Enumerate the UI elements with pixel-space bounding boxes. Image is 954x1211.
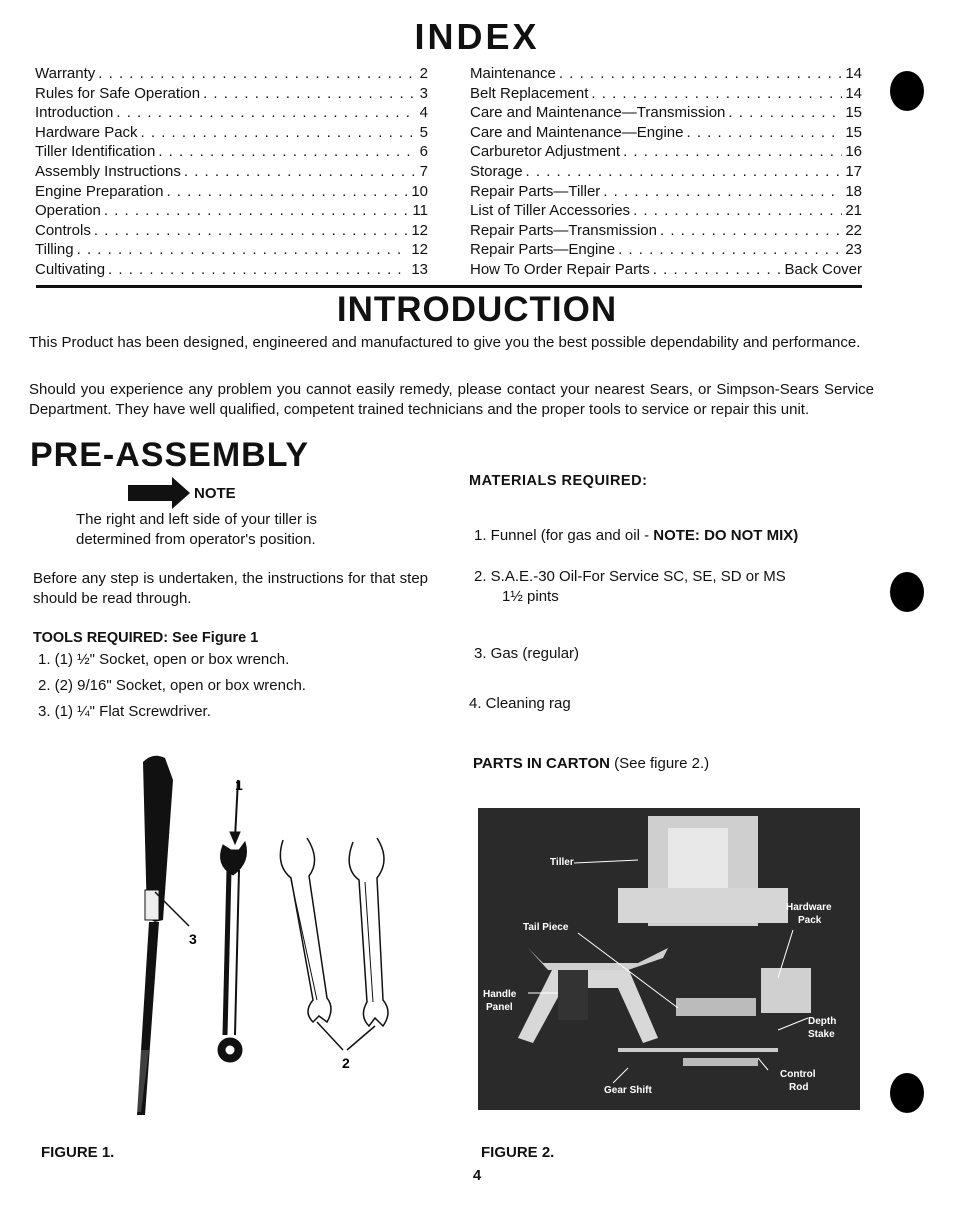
note-text: The right and left side of your tiller is determined from operator's position. <box>76 511 317 548</box>
fig2-label-gear-shift: Gear Shift <box>604 1085 652 1096</box>
index-entry-label: Maintenance <box>470 65 556 82</box>
index-entry <box>470 240 862 260</box>
index-entry <box>470 182 862 202</box>
index-entry-leader <box>686 123 842 143</box>
index-entry <box>35 162 428 182</box>
material-item-2-line-1: 2. S.A.E.-30 Oil-For Service SC, SE, SD or MS <box>474 568 786 585</box>
binder-hole-mark <box>890 71 924 111</box>
index-entry-label: Operation <box>35 202 101 220</box>
figure-2-parts-photo <box>478 808 860 1110</box>
index-entry <box>470 221 862 241</box>
index-entry-leader <box>633 201 842 221</box>
index-entry-page: 23 <box>845 241 862 259</box>
fig2-label-hardware-pack-2: Pack <box>798 915 822 926</box>
binder-hole-mark <box>890 572 924 612</box>
index-entry-page: 18 <box>845 182 862 200</box>
index-entry-leader <box>77 240 409 260</box>
index-entry <box>35 260 428 280</box>
index-entry-page: 2 <box>419 65 428 82</box>
index-entry-leader <box>526 162 843 182</box>
page-number: 4 <box>472 1167 482 1184</box>
index-entry-label: Repair Parts—Tiller <box>470 182 601 200</box>
figure-1-callout-1: 1 <box>235 777 243 793</box>
index-entry <box>470 162 862 182</box>
figure-1-callout-2: 2 <box>342 1055 350 1071</box>
index-entry <box>470 103 862 123</box>
material-item-2-line-2: 1½ pints <box>502 587 559 605</box>
index-entry-page: 14 <box>845 84 862 102</box>
binder-hole-mark <box>890 1073 924 1113</box>
open-end-wrenches-illustration <box>280 838 388 1026</box>
fig2-label-hardware-pack-1: Hardware <box>786 902 832 913</box>
index-entry-leader <box>104 201 410 221</box>
index-entry-leader <box>116 103 416 123</box>
arrow-right-icon <box>128 477 190 509</box>
figure-1-callout-3: 3 <box>189 931 197 947</box>
index-entry-label: Assembly Instructions <box>35 162 181 180</box>
index-entry-page: 14 <box>845 65 862 82</box>
screwdriver-illustration <box>137 756 173 1115</box>
tool-item: 1. (1) ½" Socket, open or box wrench. <box>38 651 290 668</box>
material-item-1 <box>474 526 874 546</box>
introduction-paragraph-1: This Product has been designed, engineered and manufactured to give you the best possible dependability and performance. <box>29 334 861 351</box>
before-step-text: Before any step is undertaken, the instructions for that step should be read through. <box>33 570 428 607</box>
fig2-label-depth-stake-1: Depth <box>808 1016 837 1027</box>
index-entry-leader <box>660 221 842 241</box>
index-entry-page: 15 <box>845 123 862 141</box>
index-entry-label: Tiller Identification <box>35 143 156 161</box>
index-entry <box>470 64 862 84</box>
index-right-column <box>470 64 862 280</box>
index-entry-leader <box>98 64 416 84</box>
fig2-label-depth-stake-2: Stake <box>808 1029 835 1040</box>
fig2-label-tail-piece: Tail Piece <box>523 922 569 933</box>
index-entry-label: Warranty <box>35 65 96 82</box>
tool-item: 3. (1) ¼" Flat Screwdriver. <box>38 703 211 720</box>
index-entry-page: 7 <box>419 162 428 180</box>
tools-list <box>38 651 306 729</box>
index-entry <box>35 221 428 241</box>
index-entry-label: Controls <box>35 221 91 239</box>
index-entry <box>470 260 862 280</box>
index-entry-label: Introduction <box>35 104 114 122</box>
index-entry-leader <box>184 162 417 182</box>
index-entry-page: 17 <box>845 162 862 180</box>
fig2-label-handle-panel-1: Handle <box>483 989 517 1000</box>
index-entry-label: Repair Parts—Engine <box>470 241 616 259</box>
material-item-2 <box>474 567 874 606</box>
index-entry <box>35 240 428 260</box>
tool-item: 2. (2) 9/16" Socket, open or box wrench. <box>38 677 306 694</box>
figure-2-caption: FIGURE 2. <box>481 1144 555 1161</box>
index-entry-label: How To Order Repair Parts <box>470 260 650 278</box>
fig2-label-handle-panel-2: Panel <box>486 1002 513 1013</box>
index-entry <box>470 201 862 221</box>
material-item-4: 4. Cleaning rag <box>469 695 571 712</box>
index-entry-label: Care and Maintenance—Transmission <box>470 104 726 122</box>
index-entry-page: 16 <box>845 143 862 161</box>
index-entry-leader <box>623 142 842 162</box>
index-entry-leader <box>166 182 408 202</box>
note-label: NOTE <box>194 485 236 502</box>
do-not-mix-note: NOTE: DO NOT MIX) <box>653 527 799 544</box>
index-entry-page: 3 <box>419 84 428 102</box>
fig2-label-control-rod-2: Rod <box>789 1082 809 1093</box>
index-entry-leader <box>158 142 416 162</box>
index-entry-page: 21 <box>845 202 862 220</box>
index-entry-leader <box>108 260 408 280</box>
fig2-label-control-rod-1: Control <box>780 1069 816 1080</box>
index-left-column <box>35 64 428 280</box>
index-title: INDEX <box>414 16 540 57</box>
index-entry-page: 12 <box>411 221 428 239</box>
index-entry-leader <box>591 84 842 104</box>
index-entry-page: 4 <box>419 104 428 122</box>
index-entry <box>470 84 862 104</box>
tools-required-heading: TOOLS REQUIRED: See Figure 1 <box>33 630 259 646</box>
index-entry <box>35 103 428 123</box>
index-entry-leader <box>141 123 417 143</box>
section-divider <box>36 285 862 288</box>
parts-in-carton-reference: (See figure 2.) <box>609 755 710 772</box>
pre-assembly-title: PRE-ASSEMBLY <box>30 436 310 474</box>
index-entry-leader <box>728 103 842 123</box>
index-entry-page: 22 <box>845 221 862 239</box>
index-entry-page: 10 <box>411 182 428 200</box>
introduction-paragraph-2: Should you experience any problem you cannot easily remedy, please contact your nearest Sears, or Simpson-Sears Service Department. They have well qualified, competent trained technicians and the proper tools to service or repair this unit. <box>29 381 874 418</box>
index-entry-leader <box>653 260 782 280</box>
index-entry-leader <box>603 182 842 202</box>
index-entry-label: Tilling <box>35 241 74 259</box>
materials-required-heading: MATERIALS REQUIRED: <box>469 473 648 489</box>
index-entry-label: Repair Parts—Transmission <box>470 221 657 239</box>
parts-in-carton-label: PARTS IN CARTON <box>473 755 610 772</box>
index-entry-label: Belt Replacement <box>470 84 589 102</box>
index-entry-page: 12 <box>411 241 428 259</box>
index-entry-label: Storage <box>470 162 523 180</box>
index-entry <box>35 84 428 104</box>
index-entry-label: Rules for Safe Operation <box>35 84 201 102</box>
parts-in-carton-heading <box>473 755 709 772</box>
index-entry-label: Engine Preparation <box>35 182 164 200</box>
index-entry <box>470 142 862 162</box>
index-entry-label: Hardware Pack <box>35 123 138 141</box>
combination-wrench-illustration <box>218 780 247 1062</box>
fig2-label-tiller: Tiller <box>550 857 574 868</box>
index-entry-label: Cultivating <box>35 260 106 278</box>
material-item-3: 3. Gas (regular) <box>474 645 580 662</box>
index-entry-page: 13 <box>411 260 428 278</box>
index-entry-label: Care and Maintenance—Engine <box>470 123 684 141</box>
index-entry-page: 11 <box>412 202 428 220</box>
index-entry <box>35 64 428 84</box>
figure-1-caption: FIGURE 1. <box>41 1144 115 1161</box>
index-entry <box>35 142 428 162</box>
material-item-1-text: 1. Funnel (for gas and oil - <box>474 527 654 544</box>
index-entry <box>35 201 428 221</box>
index-entry-page: Back Cover <box>784 260 862 278</box>
index-entry-leader <box>94 221 408 241</box>
index-entry-leader <box>559 64 842 84</box>
index-entry-page: 5 <box>419 123 428 141</box>
introduction-title: INTRODUCTION <box>336 290 618 329</box>
index-entry-label: Carburetor Adjustment <box>470 143 621 161</box>
index-entry <box>35 123 428 143</box>
index-entry <box>470 123 862 143</box>
index-entry-leader <box>203 84 417 104</box>
index-entry-page: 15 <box>845 104 862 122</box>
figure-1-tools-illustration <box>115 750 425 1130</box>
index-entry-leader <box>618 240 842 260</box>
index-entry <box>35 182 428 202</box>
index-entry-label: List of Tiller Accessories <box>470 202 631 220</box>
index-entry-page: 6 <box>419 143 428 161</box>
